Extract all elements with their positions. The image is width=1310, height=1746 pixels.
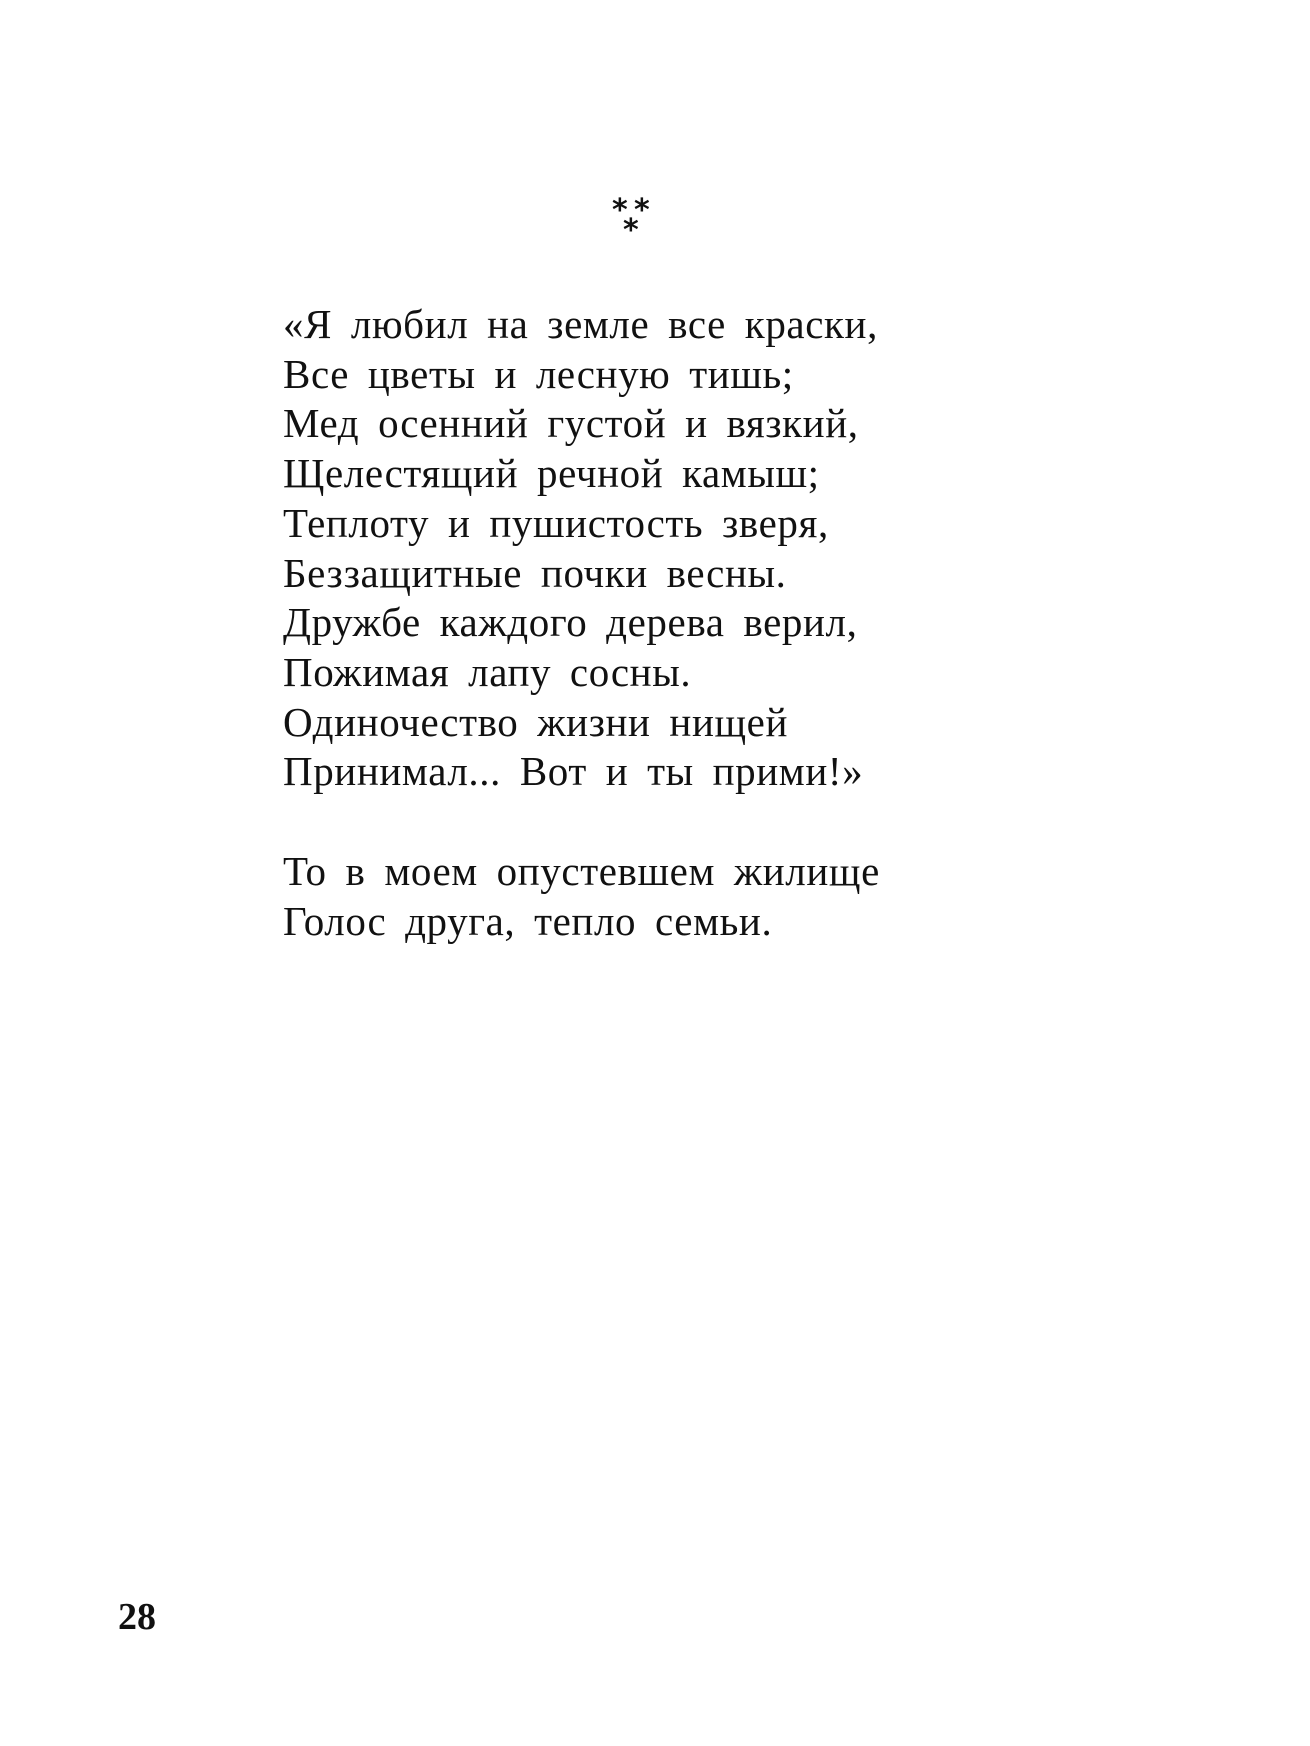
poem-line: Дружбе каждого дерева верил,: [283, 599, 858, 646]
stanza-2: [283, 847, 1063, 946]
asterisk-icon: *: [623, 213, 639, 248]
poem-line: То в моем опустевшем жилище: [283, 848, 880, 895]
poem-line: Голос друга, тепло семьи.: [283, 897, 773, 944]
page-number: 28: [118, 1596, 156, 1638]
stanza-1: [283, 300, 1063, 797]
poem-line: Теплоту и пушистость зверя,: [283, 499, 829, 546]
poem-line: Щелестящий речной камыш;: [283, 450, 820, 497]
poem-line: Принимал... Вот и ты прими!»: [283, 748, 864, 795]
asterism-ornament: [612, 193, 672, 248]
poem-line: Мед осенний густой и вязкий,: [283, 400, 859, 447]
poem-line: Беззащитные почки весны.: [283, 549, 787, 596]
poem-line: «Я любил на земле все краски,: [283, 301, 878, 347]
poem-line: Пожимая лапу сосны.: [283, 648, 692, 695]
poem-line: Все цветы и лесную тишь;: [283, 350, 794, 397]
poem-line: Одиночество жизни нищей: [283, 698, 789, 745]
poem-text: [283, 300, 1063, 946]
asterisk-icon: *: [612, 193, 628, 228]
asterisk-icon: *: [634, 193, 650, 228]
